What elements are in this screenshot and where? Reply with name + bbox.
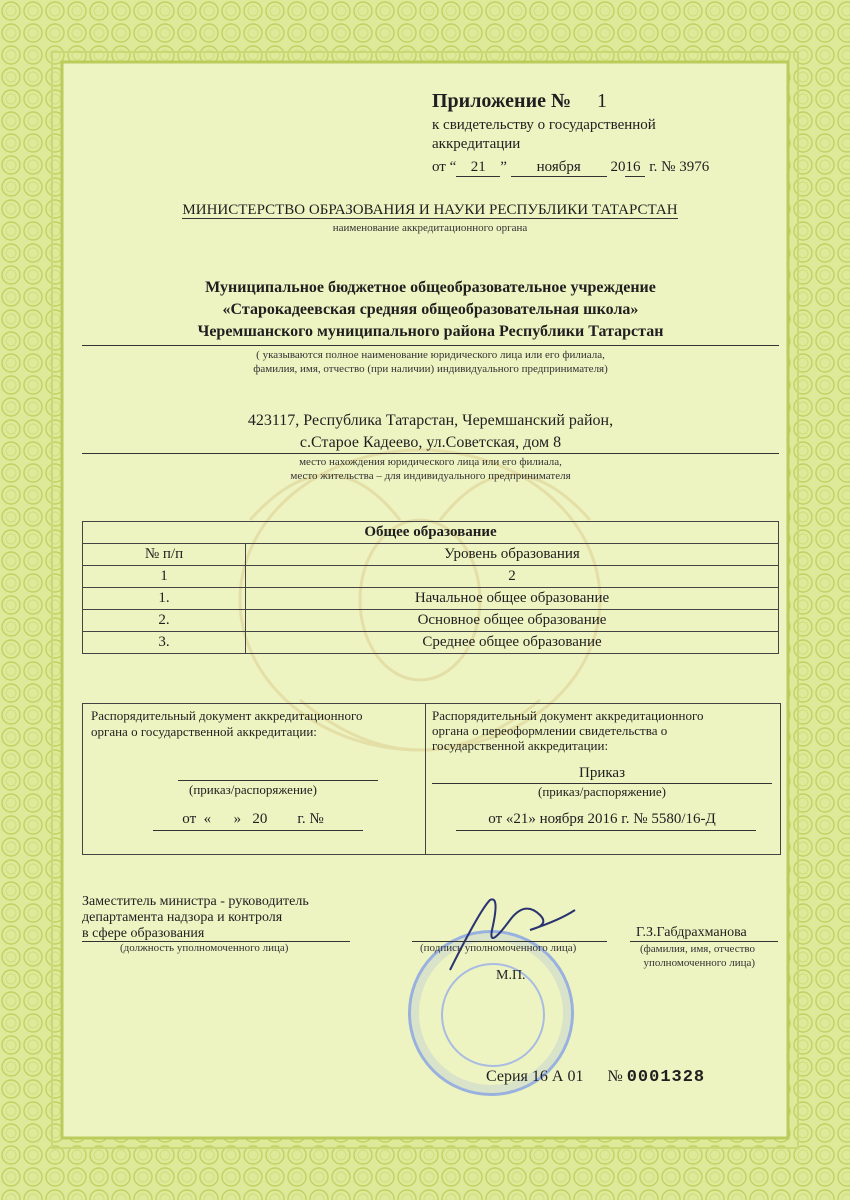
date-year-after: г. № bbox=[649, 159, 676, 175]
education-table bbox=[82, 521, 779, 654]
administrative-documents bbox=[82, 703, 781, 855]
row-num: 2. bbox=[83, 610, 246, 632]
handwritten-signature bbox=[430, 890, 580, 980]
table-row bbox=[83, 566, 779, 588]
accreditation-document bbox=[83, 704, 426, 854]
certificate-number: 3976 bbox=[679, 159, 710, 175]
date-year-suffix: 16 bbox=[625, 159, 645, 177]
series-num-sign: № bbox=[607, 1068, 623, 1085]
left-doc-title1: Распорядительный документ аккредитационного bbox=[91, 708, 363, 723]
name-caption bbox=[640, 942, 755, 970]
right-doc-type: Приказ bbox=[578, 765, 625, 781]
col-header-num: № п/п bbox=[83, 544, 246, 566]
date-month: ноября bbox=[511, 159, 607, 177]
signature-caption: (подпись уполномоченного лица) bbox=[420, 942, 577, 954]
institution-caption bbox=[82, 348, 779, 376]
right-doc-date: от «21» ноября 2016 г. № 5580/16-Д bbox=[488, 811, 716, 827]
institution-caption1: ( указываются полное наименование юридического лица или его филиала, bbox=[256, 349, 605, 361]
name-caption2: уполномоченного лица) bbox=[643, 957, 756, 969]
left-doc-date: от « » 20 г. № bbox=[182, 811, 324, 827]
row-num: 1. bbox=[83, 588, 246, 610]
date-year-prefix: 20 bbox=[610, 159, 626, 175]
right-doc-title3: государственной аккредитации: bbox=[432, 738, 609, 753]
authority-name-text: МИНИСТЕРСТВО ОБРАЗОВАНИЯ И НАУКИ РЕСПУБЛИКИ ТАТАРСТАН bbox=[182, 202, 678, 218]
row-num: 1 bbox=[83, 566, 246, 588]
left-doc-caption: (приказ/распоряжение) bbox=[189, 782, 317, 797]
signatory-name: Г.З.Габдрахманова bbox=[636, 925, 747, 940]
date-mid: ” bbox=[500, 159, 507, 175]
position-caption: (должность уполномоченного лица) bbox=[120, 942, 289, 954]
row-level: Среднее общее образование bbox=[246, 632, 779, 654]
left-doc-title bbox=[91, 708, 363, 740]
stamp-place-mark: М.П. bbox=[496, 968, 526, 983]
address-caption bbox=[82, 455, 779, 483]
table-row bbox=[83, 588, 779, 610]
row-level: 2 bbox=[246, 566, 779, 588]
institution-line3: Черемшанского муниципального района Республики Татарстан bbox=[197, 323, 664, 340]
signatory-position bbox=[82, 894, 309, 942]
table-row bbox=[83, 610, 779, 632]
row-num: 3. bbox=[83, 632, 246, 654]
institution-name bbox=[82, 277, 779, 343]
table-row bbox=[83, 632, 779, 654]
right-doc-title bbox=[432, 708, 704, 753]
appendix-title: Приложение № bbox=[432, 90, 572, 112]
appendix-line1: к свидетельству о государственной bbox=[432, 117, 656, 133]
institution-line1: Муниципальное бюджетное общеобразовательное учреждение bbox=[205, 279, 656, 296]
row-level: Начальное общее образование bbox=[246, 588, 779, 610]
reissue-document bbox=[426, 704, 780, 854]
position-line2: департамента надзора и контроля bbox=[82, 910, 283, 925]
position-line3: в сфере образования bbox=[82, 926, 205, 941]
authority-name bbox=[90, 202, 770, 219]
series-number: 0001328 bbox=[626, 1068, 706, 1087]
address-caption2: место жительства – для индивидуального предпринимателя bbox=[290, 470, 571, 482]
address bbox=[82, 410, 779, 454]
appendix-number: 1 bbox=[597, 90, 607, 112]
right-doc-title1: Распорядительный документ аккредитационного bbox=[432, 708, 704, 723]
address-caption1: место нахождения юридического лица или его филиала, bbox=[299, 456, 562, 468]
institution-line2: «Старокадеевская средняя общеобразовательная школа» bbox=[222, 301, 639, 318]
table-header-row bbox=[83, 544, 779, 566]
position-line1: Заместитель министра - руководитель bbox=[82, 894, 309, 909]
address-line2: с.Старое Кадеево, ул.Советская, дом 8 bbox=[299, 434, 562, 451]
institution-caption2: фамилия, имя, отчество (при наличии) индивидуального предпринимателя) bbox=[253, 363, 608, 375]
right-doc-caption: (приказ/распоряжение) bbox=[538, 784, 666, 799]
appendix-line2: аккредитации bbox=[432, 136, 521, 152]
col-header-level: Уровень образования bbox=[246, 544, 779, 566]
appendix-date-line bbox=[432, 159, 709, 177]
address-line1: 423117, Республика Татарстан, Черемшанский район, bbox=[247, 412, 614, 429]
series-line bbox=[486, 1068, 705, 1087]
row-level: Основное общее образование bbox=[246, 610, 779, 632]
table-title: Общее образование bbox=[83, 522, 779, 544]
table-title-row bbox=[83, 522, 779, 544]
date-day: 21 bbox=[456, 159, 500, 177]
name-caption1: (фамилия, имя, отчество bbox=[640, 943, 756, 955]
authority-caption: наименование аккредитационного органа bbox=[332, 222, 528, 234]
left-doc-title2: органа о государственной аккредитации: bbox=[91, 724, 317, 739]
date-prefix: от “ bbox=[432, 159, 457, 175]
series-label: Серия 16 А 01 bbox=[486, 1068, 584, 1085]
right-doc-title2: органа о переоформлении свидетельства о bbox=[432, 723, 668, 738]
